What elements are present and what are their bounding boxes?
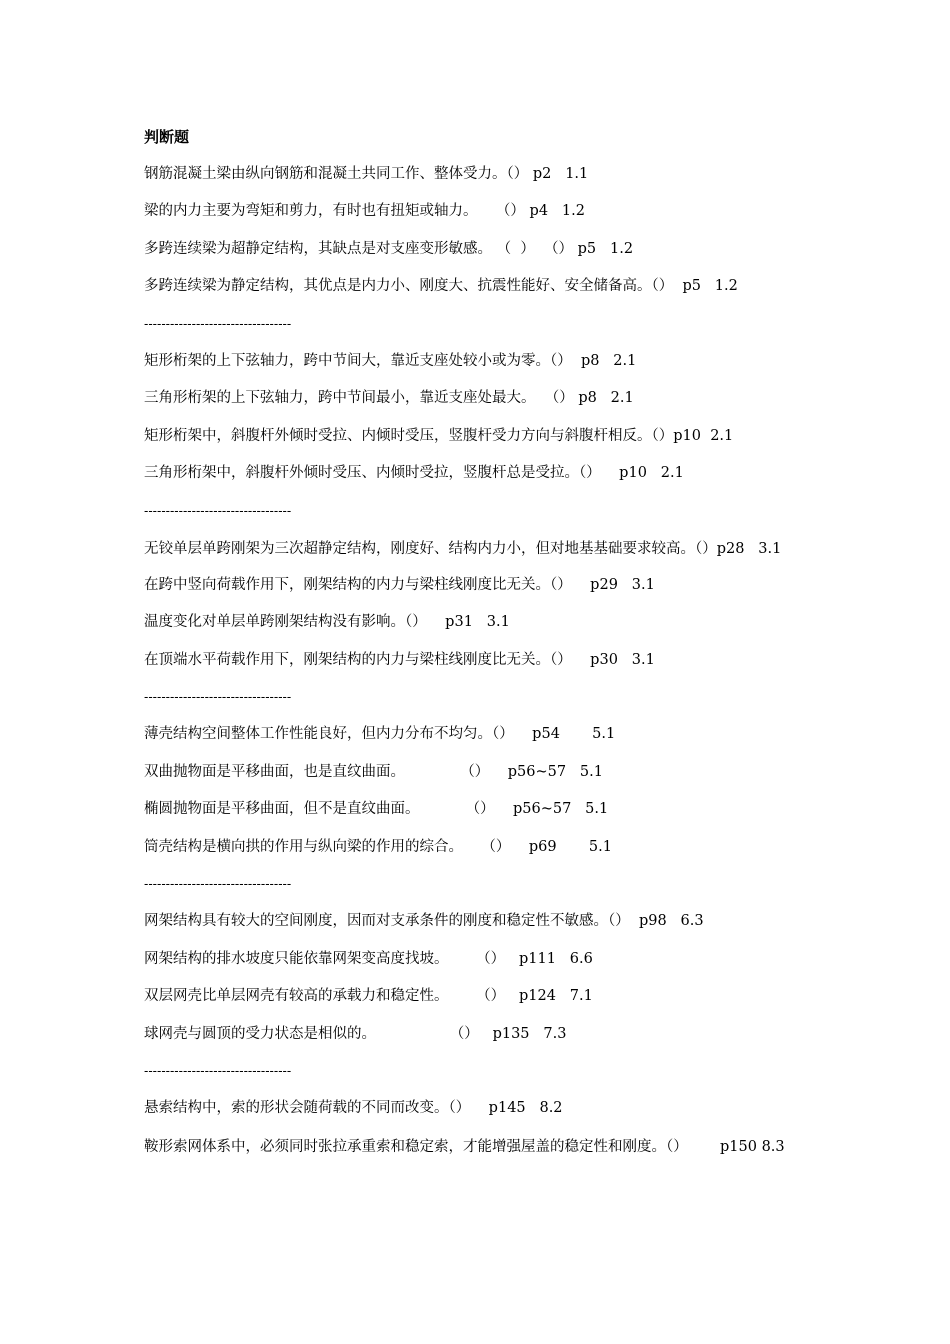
- question-11: 温度变化对单层单跨刚架结构没有影响。（） p31 3.1: [144, 614, 510, 631]
- question-6: 三角形桁架的上下弦轴力，跨中节间最小，靠近支座处最大。 （） p8 2.1: [144, 390, 634, 407]
- question-7: 矩形桁架中，斜腹杆外倾时受拉、内倾时受压，竖腹杆受力方向与斜腹杆相反。（）p10 2.1: [144, 427, 734, 444]
- question-1: 钢筋混凝土梁由纵向钢筋和混凝土共同工作、整体受力。（） p2 1.1: [144, 166, 589, 182]
- question-22: 鞍形索网体系中，必须同时张拉承重索和稳定索，才能增强屋盖的稳定性和刚度。（） p150 8.3: [144, 1138, 785, 1155]
- question-18: 网架结构的排水坡度只能依靠网架变高度找坡。 （） p111 6.6: [144, 950, 593, 967]
- question-10: 在跨中竖向荷载作用下，刚架结构的内力与梁柱线刚度比无关。（） p29 3.1: [144, 576, 655, 593]
- divider-4: ----------------------------------: [144, 876, 292, 892]
- divider-5: ----------------------------------: [144, 1062, 292, 1078]
- question-9: 无铰单层单跨刚架为三次超静定结构，刚度好、结构内力小，但对地基基础要求较高。（）p28 3.1: [144, 540, 782, 557]
- question-14: 双曲抛物面是平移曲面，也是直纹曲面。 （） p56~57 5.1: [144, 763, 603, 780]
- divider-3: ----------------------------------: [144, 689, 292, 705]
- question-5: 矩形桁架的上下弦轴力，跨中节间大，靠近支座处较小或为零。（） p8 2.1: [144, 352, 637, 369]
- question-8: 三角形桁架中，斜腹杆外倾时受压、内倾时受拉，竖腹杆总是受拉。（） p10 2.1: [144, 465, 684, 482]
- question-15: 椭圆抛物面是平移曲面，但不是直纹曲面。 （） p56~57 5.1: [144, 801, 609, 818]
- question-20: 球网壳与圆顶的受力状态是相似的。 （） p135 7.3: [144, 1025, 567, 1042]
- question-19: 双层网壳比单层网壳有较高的承载力和稳定性。 （） p124 7.1: [144, 988, 593, 1005]
- question-3: 多跨连续梁为超静定结构，其缺点是对支座变形敏感。 （ ） （） p5 1.2: [144, 240, 634, 257]
- document-page: [144, 126, 814, 1172]
- divider-1: ----------------------------------: [144, 315, 292, 331]
- question-2: 梁的内力主要为弯矩和剪力，有时也有扭矩或轴力。 （） p4 1.2: [144, 203, 585, 220]
- question-12: 在顶端水平荷载作用下，刚架结构的内力与梁柱线刚度比无关。（） p30 3.1: [144, 651, 655, 668]
- question-17: 网架结构具有较大的空间刚度，因而对支承条件的刚度和稳定性不敏感。（） p98 6.3: [144, 913, 704, 930]
- question-13: 薄壳结构空间整体工作性能良好，但内力分布不均匀。（） p54 5.1: [144, 726, 616, 743]
- question-4: 多跨连续梁为静定结构，其优点是内力小、刚度大、抗震性能好、安全储备高。（） p5 1.2: [144, 278, 738, 295]
- question-21: 悬索结构中，索的形状会随荷载的不同而改变。（） p145 8.2: [144, 1100, 563, 1117]
- section-title: 判断题: [144, 128, 190, 146]
- question-16: 筒壳结构是横向拱的作用与纵向梁的作用的综合。 （） p69 5.1: [144, 838, 612, 855]
- divider-2: ----------------------------------: [144, 502, 292, 518]
